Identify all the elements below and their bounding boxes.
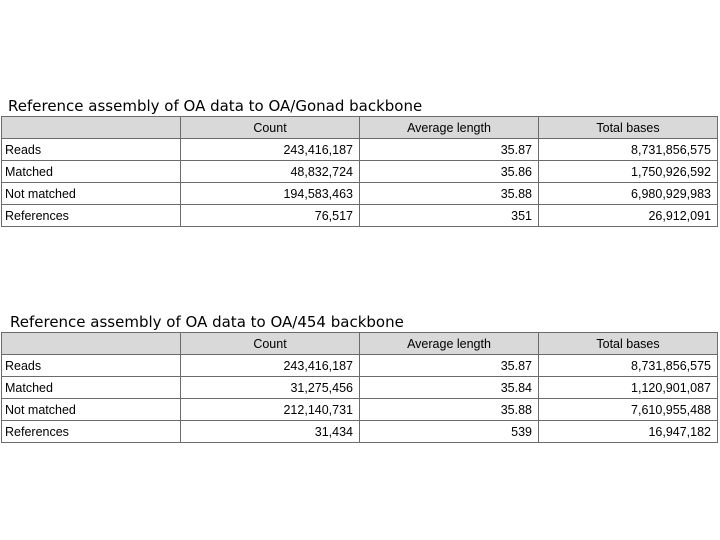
average-length-cell: 35.84 [360,377,539,399]
table-row [2,399,718,421]
row-label: References [2,421,181,443]
table-row [2,183,718,205]
count-cell: 31,434 [181,421,360,443]
count-cell: 194,583,463 [181,183,360,205]
count-cell: 31,275,456 [181,377,360,399]
total-bases-cell: 1,120,901,087 [539,377,718,399]
assembly-section-gonad [0,96,720,227]
row-label: Matched [2,161,181,183]
table-row [2,355,718,377]
row-label: Reads [2,355,181,377]
row-label: Not matched [2,183,181,205]
count-cell: 243,416,187 [181,139,360,161]
average-length-cell: 539 [360,421,539,443]
row-label: Not matched [2,399,181,421]
count-cell: 243,416,187 [181,355,360,377]
total-bases-cell: 1,750,926,592 [539,161,718,183]
header-cell-empty [2,117,181,139]
average-length-cell: 35.86 [360,161,539,183]
header-cell-count: Count [181,117,360,139]
total-bases-cell: 6,980,929,983 [539,183,718,205]
average-length-cell: 35.88 [360,399,539,421]
table-row [2,421,718,443]
total-bases-cell: 7,610,955,488 [539,399,718,421]
header-cell-empty [2,333,181,355]
table-row [2,161,718,183]
table-caption: Reference assembly of OA data to OA/454 backbone [10,313,404,331]
table-caption: Reference assembly of OA data to OA/Gonad backbone [8,97,423,115]
count-cell: 48,832,724 [181,161,360,183]
assembly-table-gonad [1,116,718,227]
row-label: Reads [2,139,181,161]
table-header-row [2,333,718,355]
total-bases-cell: 26,912,091 [539,205,718,227]
row-label: Matched [2,377,181,399]
table-row [2,139,718,161]
total-bases-cell: 8,731,856,575 [539,355,718,377]
assembly-section-454 [0,312,720,443]
count-cell: 76,517 [181,205,360,227]
average-length-cell: 35.87 [360,355,539,377]
header-cell-average-length: Average length [360,117,539,139]
header-cell-average-length: Average length [360,333,539,355]
total-bases-cell: 16,947,182 [539,421,718,443]
assembly-table-454 [1,332,718,443]
table-row [2,377,718,399]
average-length-cell: 351 [360,205,539,227]
table-row [2,205,718,227]
header-cell-total-bases: Total bases [539,117,718,139]
table-header-row [2,117,718,139]
average-length-cell: 35.87 [360,139,539,161]
header-cell-count: Count [181,333,360,355]
header-cell-total-bases: Total bases [539,333,718,355]
average-length-cell: 35.88 [360,183,539,205]
count-cell: 212,140,731 [181,399,360,421]
row-label: References [2,205,181,227]
total-bases-cell: 8,731,856,575 [539,139,718,161]
